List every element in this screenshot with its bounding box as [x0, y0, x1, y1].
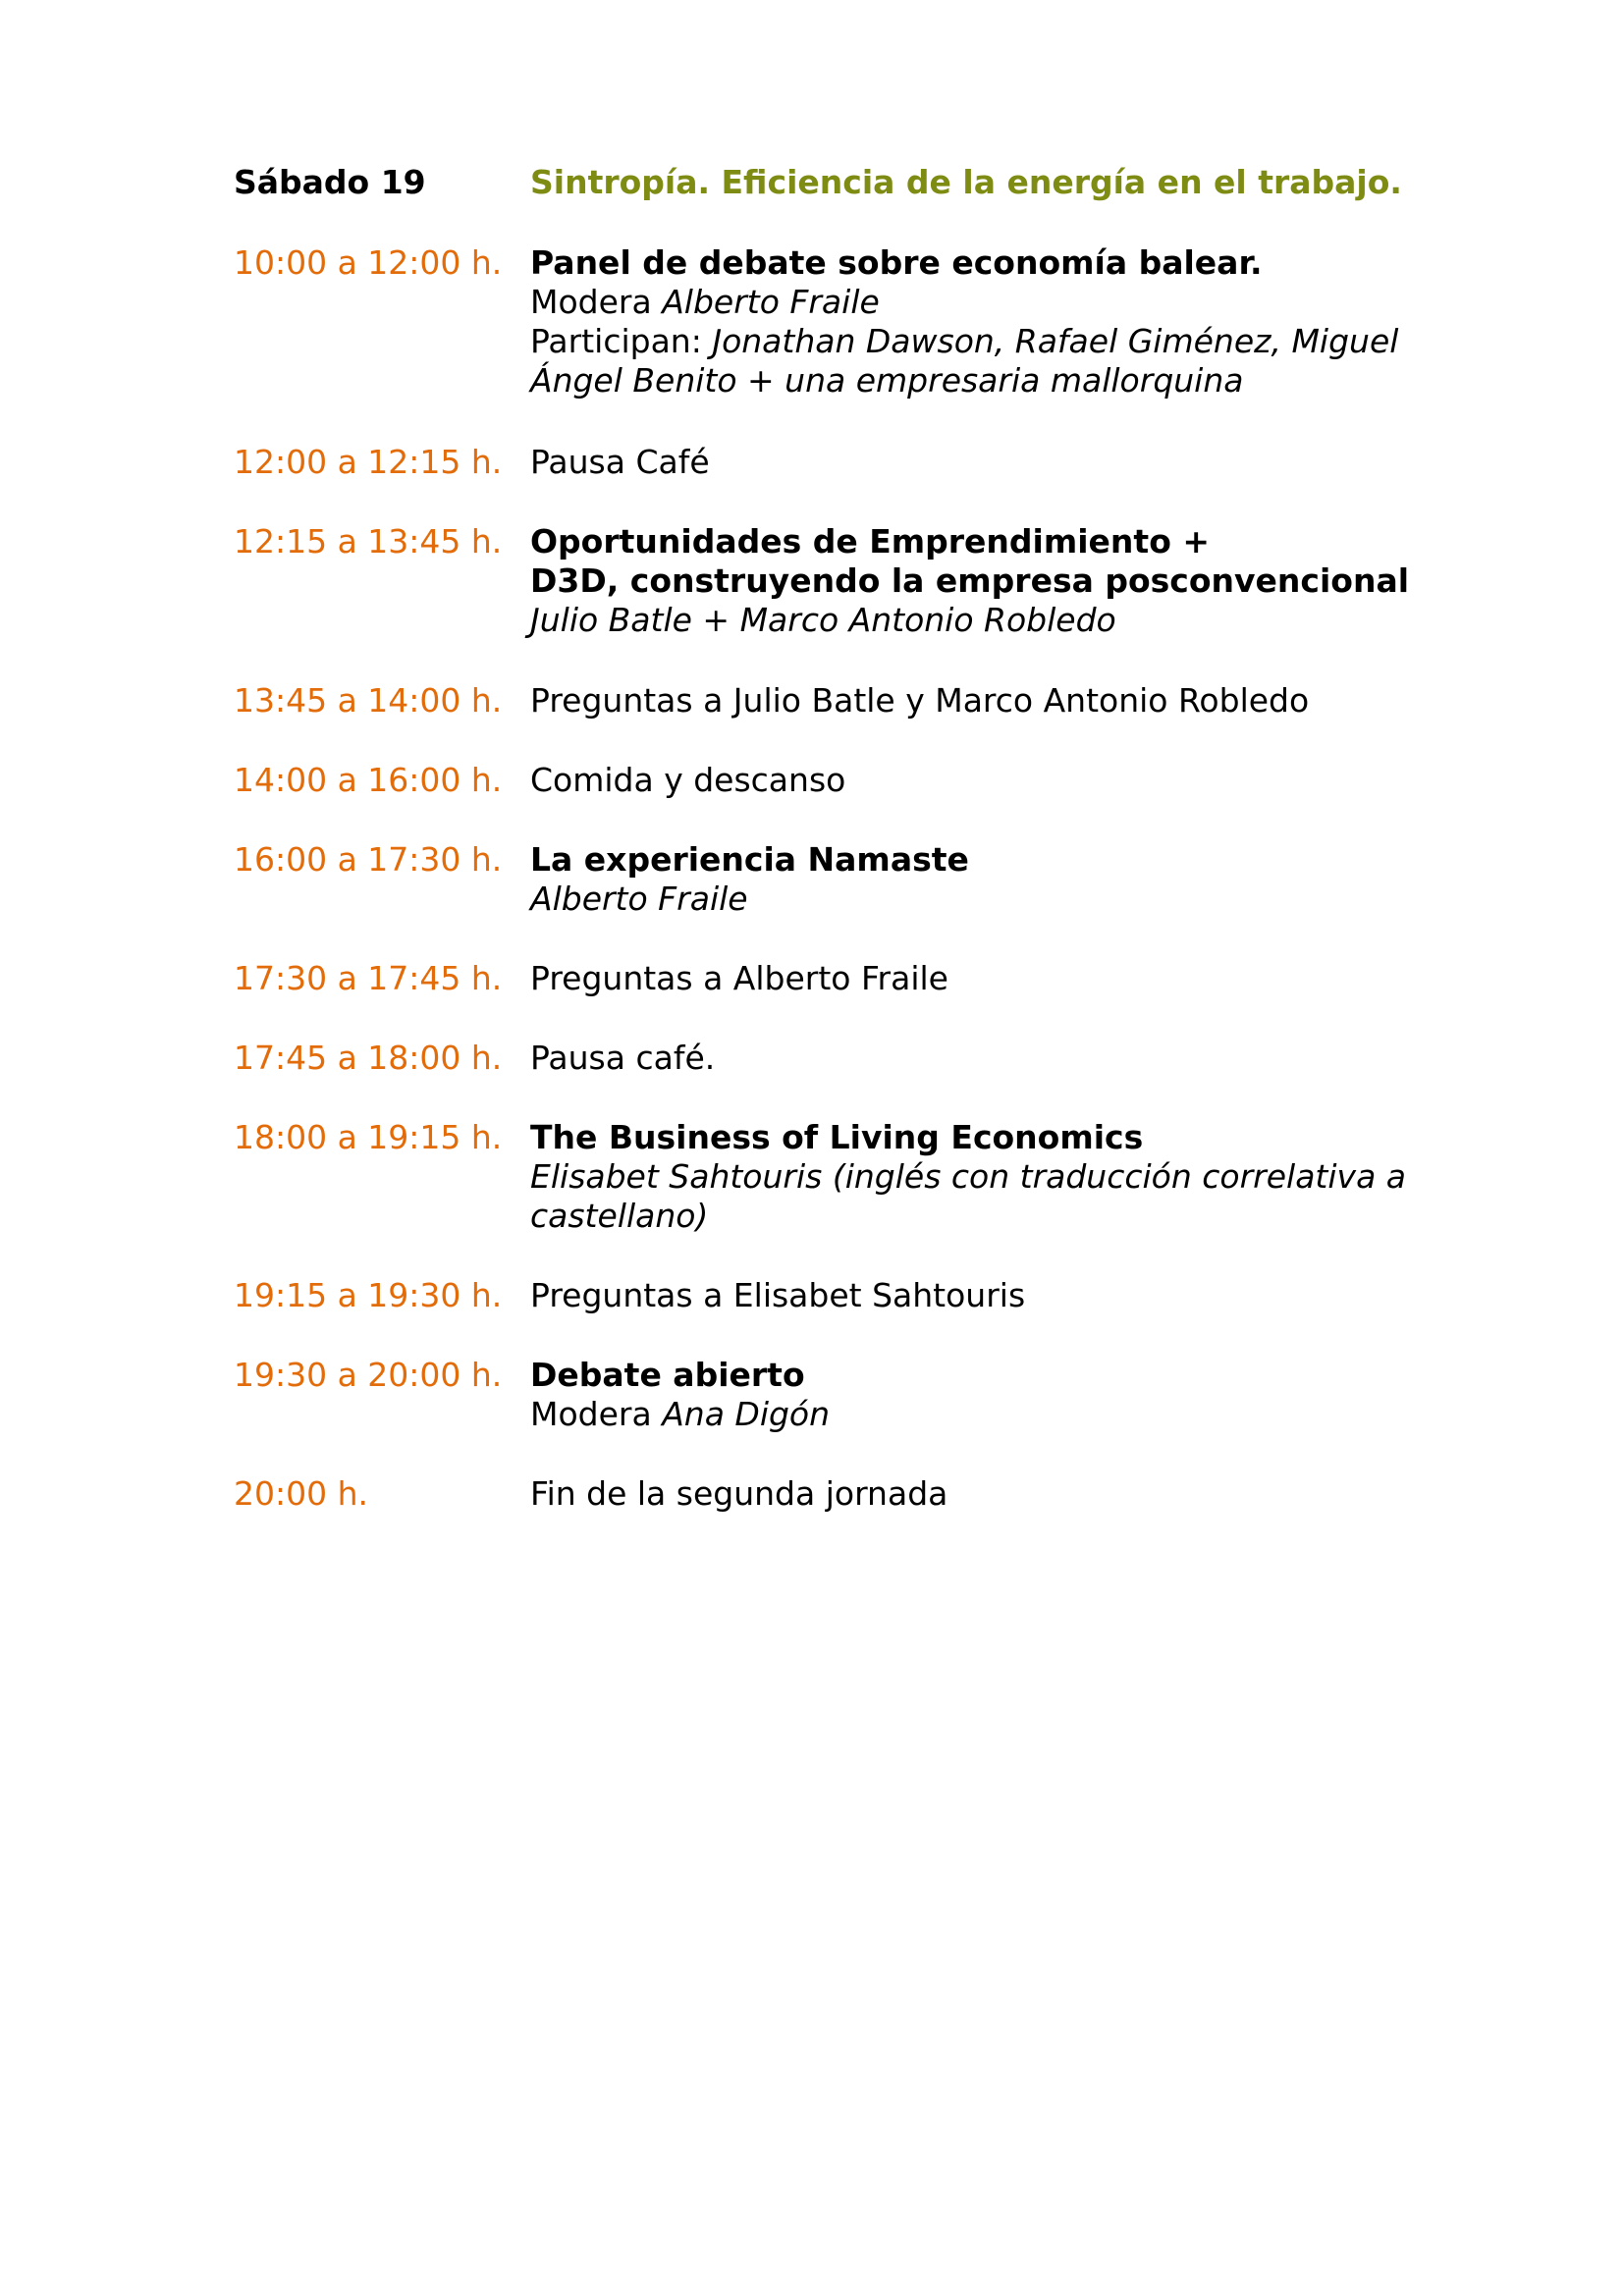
session-text: Preguntas a Alberto Fraile — [530, 959, 948, 997]
session-time: 12:00 a 12:15 h. — [234, 443, 503, 481]
day-theme: Sintropía. Eficiencia de la energía en el trabajo. — [530, 163, 1402, 201]
session-text: Preguntas a Julio Batle y Marco Antonio Robledo — [530, 681, 1310, 720]
participants-names: Jonathan Dawson, Rafael Giménez, Miguel — [712, 322, 1399, 360]
session-content — [530, 1356, 1365, 1434]
session-speaker-line-2: castellano) — [530, 1197, 709, 1235]
session-content — [530, 959, 1365, 998]
session-time: 19:30 a 20:00 h. — [234, 1356, 503, 1394]
session-moderator-line — [530, 1395, 1365, 1434]
session-participants-line — [530, 322, 1399, 361]
session-content — [530, 681, 1365, 721]
session-text: Pausa café. — [530, 1039, 716, 1077]
session-title: La experiencia Namaste — [530, 840, 969, 879]
day-header — [234, 163, 1412, 202]
session-content — [530, 761, 1365, 800]
moderator-name: Ana Digón — [662, 1395, 831, 1433]
session-time: 12:15 a 13:45 h. — [234, 522, 503, 561]
session-content — [530, 1039, 1365, 1078]
session-title: Panel de debate sobre economía balear. — [530, 243, 1263, 282]
session-text: Comida y descanso — [530, 761, 846, 799]
session-time: 17:45 a 18:00 h. — [234, 1039, 503, 1077]
session-time: 20:00 h. — [234, 1474, 368, 1513]
session-content — [530, 1276, 1365, 1315]
session-content — [530, 1474, 1365, 1514]
session-participants-line-2: Ángel Benito + una empresaria mallorquina — [530, 361, 1244, 400]
session-title: Debate abierto — [530, 1356, 805, 1394]
session-content — [530, 840, 1365, 919]
session-time: 10:00 a 12:00 h. — [234, 243, 503, 282]
session-text: Fin de la segunda jornada — [530, 1474, 948, 1513]
session-content — [530, 443, 1365, 482]
session-text: Pausa Café — [530, 443, 710, 481]
session-time: 18:00 a 19:15 h. — [234, 1118, 503, 1156]
participants-label: Participan: — [530, 322, 702, 360]
session-moderator-line — [530, 283, 1365, 322]
day-label: Sábado 19 — [234, 163, 426, 201]
session-content — [530, 243, 1399, 400]
session-time: 14:00 a 16:00 h. — [234, 761, 503, 799]
session-title: The Business of Living Economics — [530, 1118, 1144, 1156]
session-content — [530, 522, 1410, 640]
session-time: 19:15 a 19:30 h. — [234, 1276, 503, 1314]
session-time: 17:30 a 17:45 h. — [234, 959, 503, 997]
session-speaker: Alberto Fraile — [530, 880, 748, 918]
session-time: 13:45 a 14:00 h. — [234, 681, 503, 720]
moderator-name: Alberto Fraile — [662, 283, 880, 321]
moderator-label: Modera — [530, 1395, 652, 1433]
session-text: Preguntas a Elisabet Sahtouris — [530, 1276, 1026, 1314]
session-title-line-2: D3D, construyendo la empresa posconvencional — [530, 561, 1410, 600]
session-time: 16:00 a 17:30 h. — [234, 840, 503, 879]
session-speakers: Julio Batle + Marco Antonio Robledo — [530, 601, 1116, 639]
session-content — [530, 1118, 1406, 1236]
moderator-label: Modera — [530, 283, 652, 321]
session-speaker: Elisabet Sahtouris (inglés con traducción correlativa a — [530, 1157, 1406, 1196]
session-title: Oportunidades de Emprendimiento + — [530, 522, 1211, 561]
